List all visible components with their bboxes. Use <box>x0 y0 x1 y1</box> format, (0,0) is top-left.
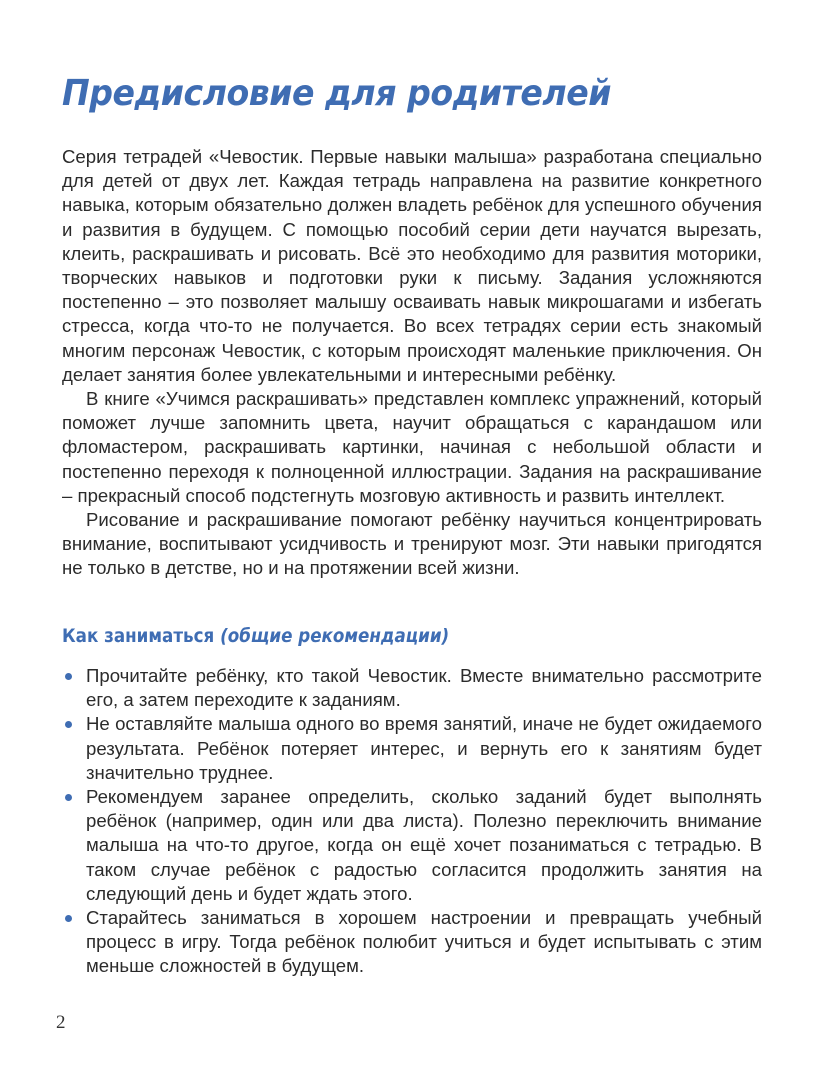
subtitle-main: Как заниматься <box>62 625 221 647</box>
page-title: Предисловие для родителей <box>62 73 611 114</box>
section-subtitle <box>62 620 449 652</box>
list-item <box>62 785 762 906</box>
subtitle-italic: (общие рекомендации) <box>220 625 450 647</box>
preface-paragraph: Рисование и раскрашивание помогают ребёнку научиться концентрировать внимание, воспитывают усидчивость и тренируют мозг. Эти навыки пригодятся не только в детстве, но и на протяжении всей жизни. <box>62 509 762 579</box>
page-number: 2 <box>56 1012 66 1033</box>
bullet-dot-icon <box>65 673 72 680</box>
list-item-text: Рекомендуем заранее определить, сколько заданий будет выполнять ребёнок (например, один или два листа). Полезно переключить внимание малыша на что-то другое, когда он ещё хочет позаниматься с тетрадью. В таком случае ребёнок с радостью согласится продолжить занятия на следующий день и будет ждать этого. <box>86 786 762 904</box>
preface-paragraph: В книге «Учимся раскрашивать» представлен комплекс упражнений, который поможет лучше запомнить цвета, научит обращаться с карандашом или фломастером, раскрашивать картинки, начиная с небольшой области и постепенно переходя к полноценной иллюстрации. Задания на раскрашивание – прекрасный способ подстегнуть мозговую активность и развить интеллект. <box>62 388 762 506</box>
list-item-text: Старайтесь заниматься в хорошем настроении и превращать учебный процесс в игру. Тогда ребёнок полюбит учиться и будет испытывать с этим меньше сложностей в будущем. <box>86 907 762 977</box>
list-item <box>62 664 762 712</box>
preface-paragraph: Серия тетрадей «Чевостик. Первые навыки малыша» разработана специально для детей от двух лет. Каждая тетрадь направлена на развитие конкретного навыка, которым обязательно должен владеть ребёнок для успешного обучения и развития в будущем. С помощью пособий серии дети научатся вырезать, клеить, раскрашивать и рисовать. Всё это необходимо для развития моторики, творческих навыков и подготовки руки к письму. Задания усложняются постепенно – это позволяет малышу осваивать навык микрошагами и избегать стресса, когда что-то не получается. Во всех тетрадях серии есть знакомый многим персонаж Чевостик, с которым происходят маленькие приключения. Он делает занятия более увлекательными и интересными ребёнку. <box>62 146 762 385</box>
list-item-text: Не оставляйте малыша одного во время занятий, иначе не будет ожидаемого результата. Ребёнок потеряет интерес, и вернуть его к занятиям будет значительно труднее. <box>86 713 762 783</box>
list-item-text: Прочитайте ребёнку, кто такой Чевостик. Вместе внимательно рассмотрите его, а затем переходите к заданиям. <box>86 665 762 711</box>
preface-body <box>62 145 762 581</box>
list-item <box>62 906 762 979</box>
recommendations-list <box>62 664 762 979</box>
bullet-dot-icon <box>65 915 72 922</box>
bullet-dot-icon <box>65 794 72 801</box>
list-item <box>62 712 762 785</box>
bullet-dot-icon <box>65 721 72 728</box>
